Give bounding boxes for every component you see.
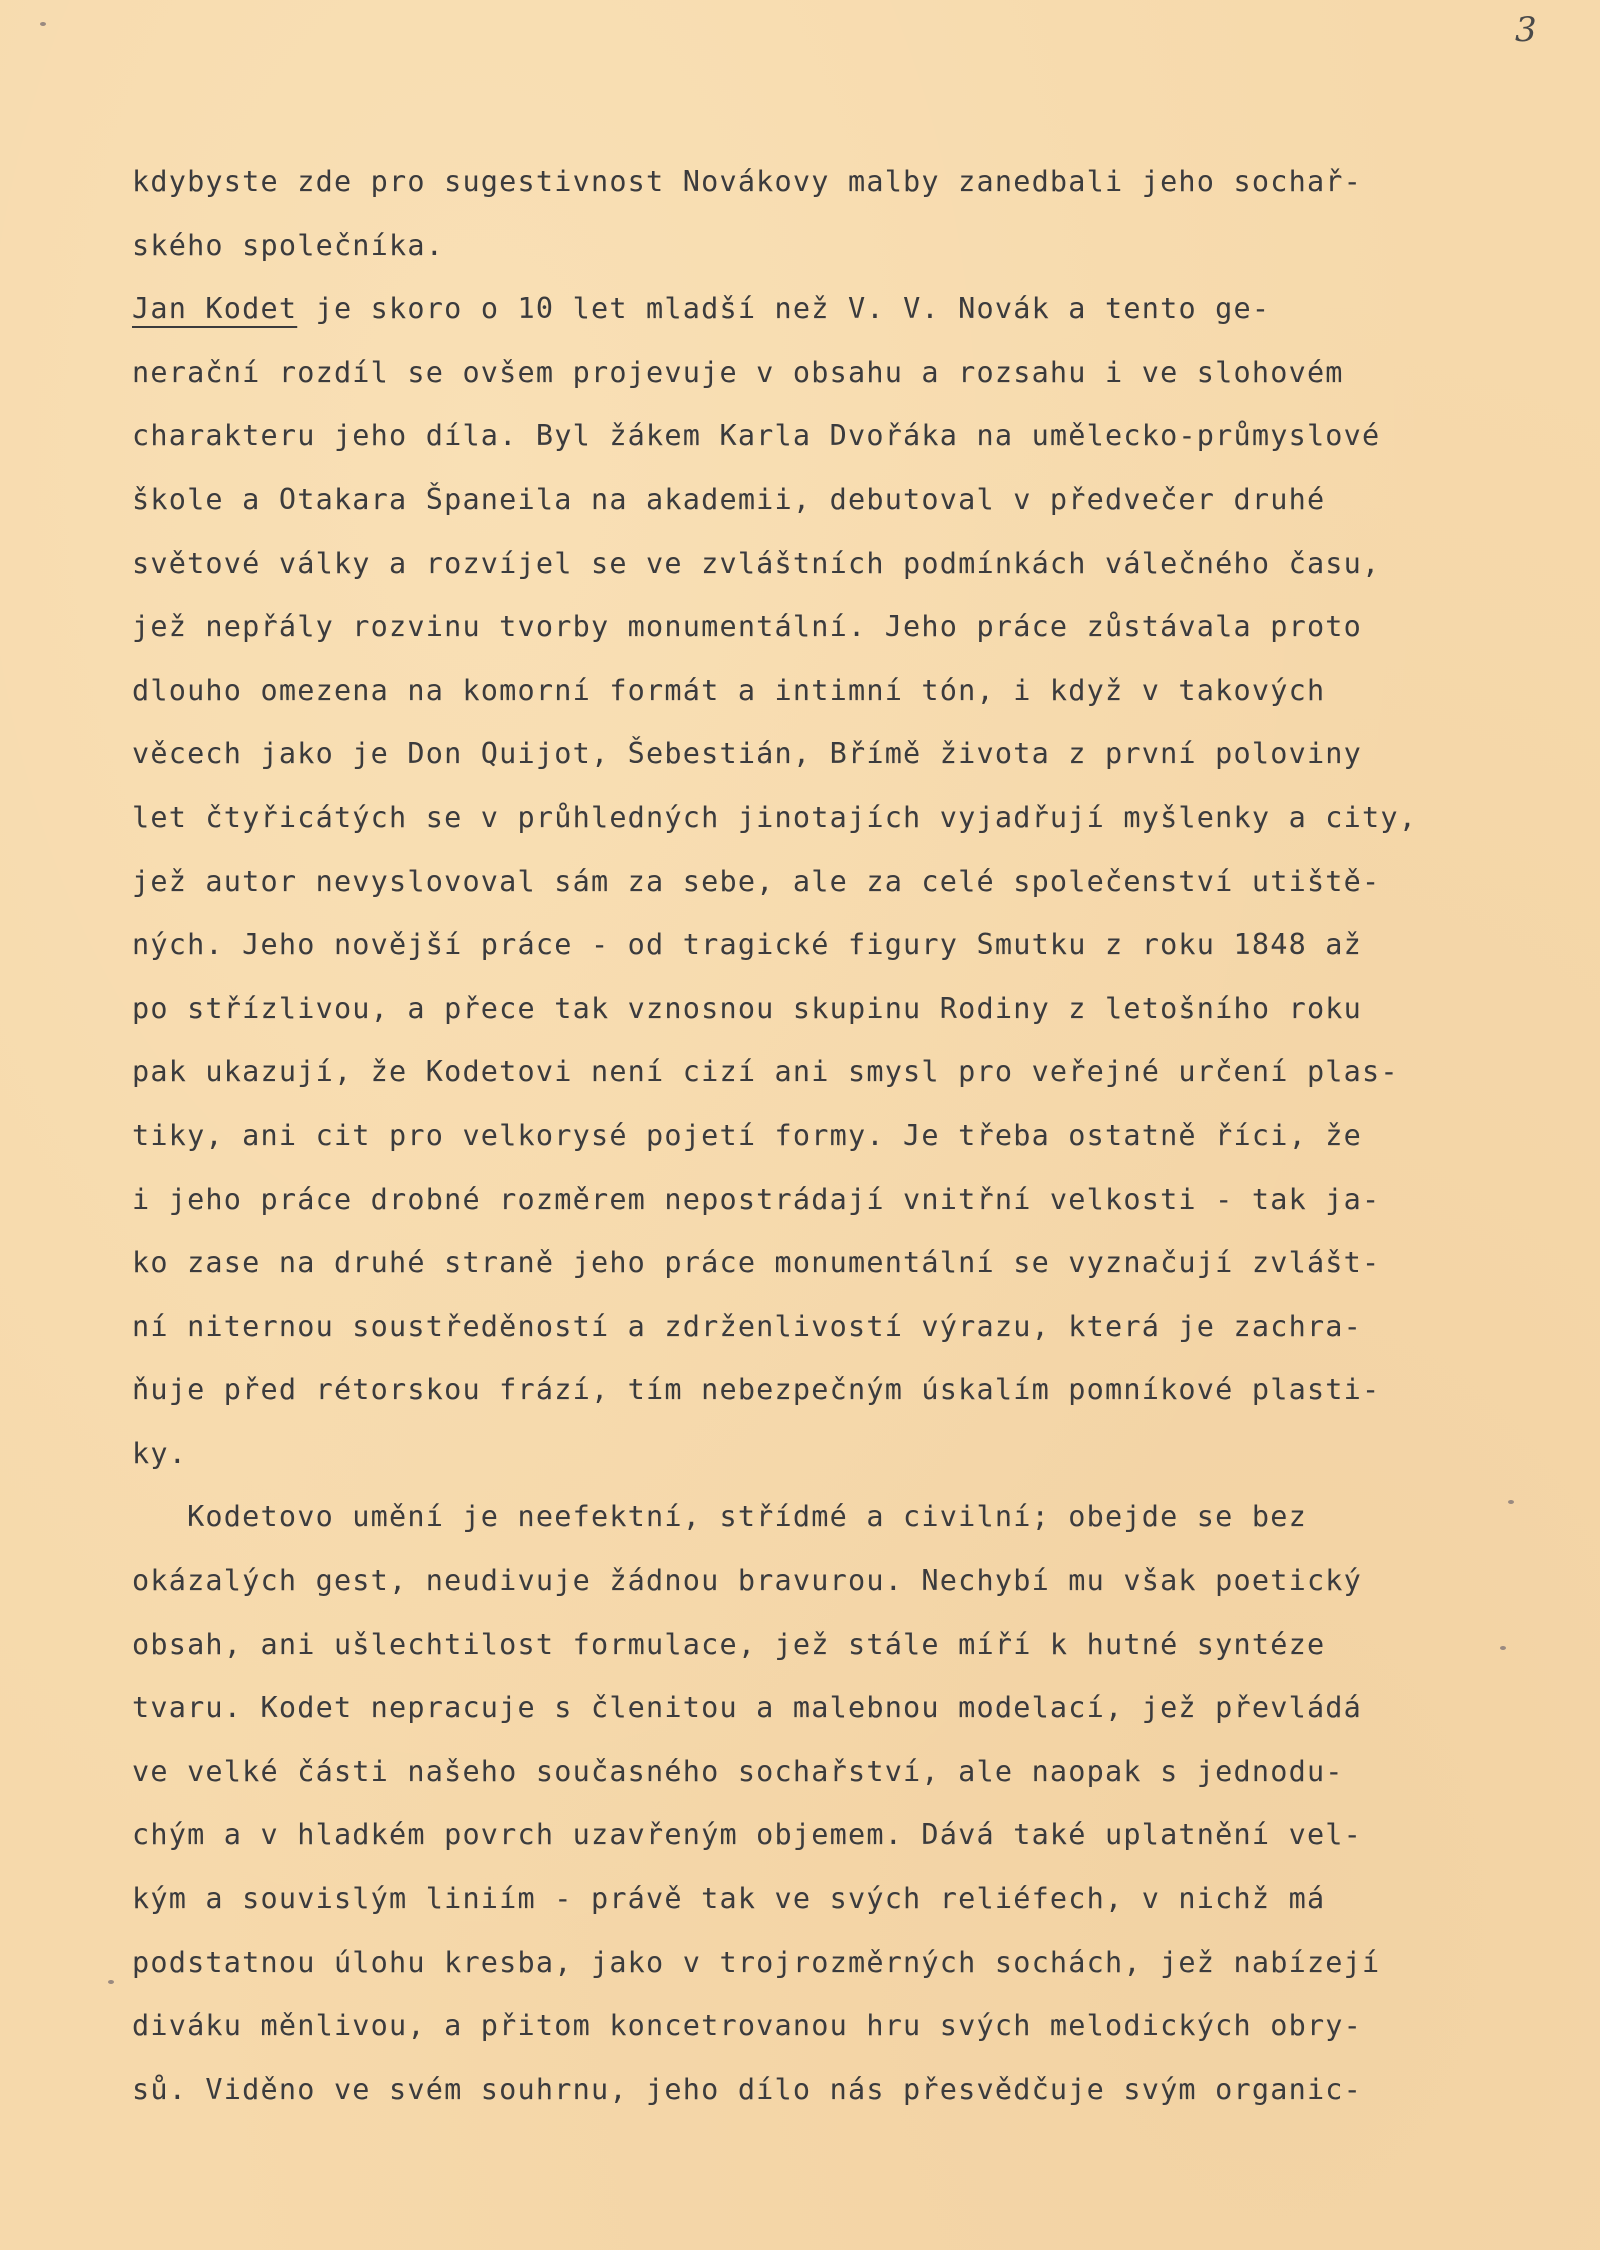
text-line: okázalých gest, neudivuje žádnou bravurou. Nechybí mu však poetický	[132, 1564, 1363, 1598]
paper-speck	[1508, 1500, 1514, 1504]
text-line: dlouho omezena na komorní formát a intimní tón, i když v takových	[132, 673, 1326, 707]
text-line: ných. Jeho novější práce - od tragické figury Smutku z roku 1848 až	[132, 928, 1363, 962]
text-line-rest: je skoro o 10 let mladší než V. V. Novák a tento ge-	[297, 292, 1271, 326]
text-line: světové války a rozvíjel se ve zvláštních podmínkách válečného času,	[132, 546, 1381, 580]
text-line: charakteru jeho díla. Byl žákem Karla Dvořáka na umělecko-průmyslové	[132, 419, 1381, 453]
text-line: pak ukazují, že Kodetovi není cizí ani smysl pro veřejné určení plas-	[132, 1055, 1399, 1089]
text-line: chým a v hladkém povrch uzavřeným objemem. Dává také uplatnění vel-	[132, 1818, 1363, 1852]
text-line: kdybyste zde pro sugestivnost Novákovy malby zanedbali jeho sochař-	[132, 165, 1363, 198]
text-line: ky.	[132, 1436, 188, 1470]
text-line: ve velké části našeho současného sochařství, ale naopak s jednodu-	[132, 1754, 1344, 1788]
text-line: ňuje před rétorskou frází, tím nebezpečným úskalím pomníkové plasti-	[132, 1373, 1381, 1407]
text-line: let čtyřicátých se v průhledných jinotajích vyjadřují myšlenky a city,	[132, 800, 1418, 834]
text-line: nerační rozdíl se ovšem projevuje v obsahu a rozsahu i ve slohovém	[132, 355, 1344, 389]
paper-speck	[40, 22, 46, 26]
page-number: 3	[1515, 10, 1537, 50]
text-line: ko zase na druhé straně jeho práce monumentální se vyznačují zvlášt-	[132, 1246, 1381, 1280]
text-line: po střízlivou, a přece tak vznosnou skupinu Rodiny z letošního roku	[132, 991, 1363, 1025]
text-line: i jeho práce drobné rozměrem nepostrádají vnitřní velkosti - tak ja-	[132, 1182, 1381, 1216]
text-line: věcech jako je Don Quijot, Šebestián, Břímě života z první poloviny	[132, 737, 1363, 771]
underlined-name: Jan Kodet	[132, 292, 298, 326]
paper-speck	[1500, 1646, 1506, 1650]
text-line	[132, 277, 1532, 341]
typewritten-text	[132, 150, 1532, 2121]
text-line: Kodetovo umění je neefektní, střídmé a civilní; obejde se bez	[132, 1500, 1307, 1534]
paper-speck	[108, 1980, 114, 1984]
text-line: ského společníka.	[132, 228, 445, 262]
text-line: kým a souvislým liniím - právě tak ve svých reliéfech, v nichž má	[132, 1882, 1326, 1916]
text-line: ní niternou soustředěností a zdrženlivostí výrazu, která je zachra-	[132, 1309, 1363, 1343]
text-line: obsah, ani ušlechtilost formulace, jež stále míří k hutné syntéze	[132, 1627, 1326, 1661]
text-line: diváku měnlivou, a přitom koncetrovanou hru svých melodických obry-	[132, 2009, 1363, 2043]
text-line: sů. Viděno ve svém souhrnu, jeho dílo nás přesvědčuje svým organic-	[132, 2072, 1363, 2106]
text-line: jež autor nevyslovoval sám za sebe, ale za celé společenství utiště-	[132, 864, 1381, 898]
text-line: podstatnou úlohu kresba, jako v trojrozměrných sochách, jež nabízejí	[132, 1945, 1381, 1979]
text-line: jež nepřály rozvinu tvorby monumentální. Jeho práce zůstávala proto	[132, 610, 1363, 644]
text-line: škole a Otakara Španeila na akademii, debutoval v předvečer druhé	[132, 482, 1326, 516]
text-line: tvaru. Kodet nepracuje s členitou a malebnou modelací, jež převládá	[132, 1691, 1363, 1725]
text-line: tiky, ani cit pro velkorysé pojetí formy. Je třeba ostatně říci, že	[132, 1118, 1363, 1152]
